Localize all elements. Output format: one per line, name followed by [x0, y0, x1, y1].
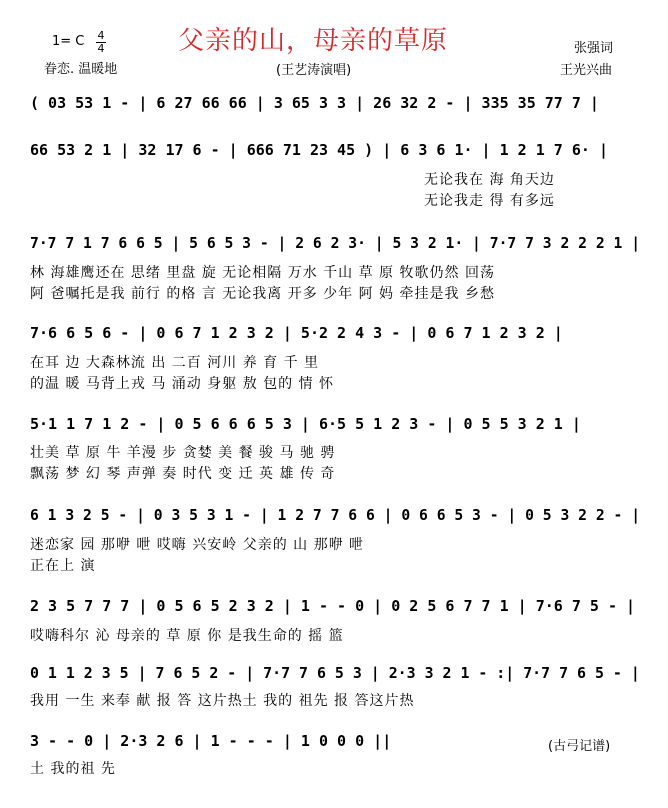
score-line-6-lyric-1: 迷恋家 园 那咿 呭 哎嗨 兴安岭 父亲的 山 那咿 呭: [30, 537, 365, 553]
score-line-4-lyric-2: 的温 暖 马背上戎 马 涌动 身躯 敖 包的 情 怀: [30, 376, 335, 392]
composer: 王光兴曲: [560, 63, 613, 78]
score-line-3-lyric-1: 林 海雄鹰还在 思绪 里盘 旋 无论相隔 万水 千山 草 原 牧歌仍然 回荡: [30, 265, 495, 281]
score-line-6-notes: 6 1 3 2 5 - | 0 3 5 3 1 - | 1 2 7 7 6 6 | 0 6 6 5 3 - | 0 5 3 2 2 - |: [30, 506, 641, 524]
transcriber-credit: (古弓记谱): [548, 739, 611, 754]
score-line-2-lyric-1: 无论我在 海 角天边: [424, 172, 555, 188]
score-line-2-notes: 66 53 2 1 | 32 17 6 - | 666 71 23 45 ) | 6 3 6 1· | 1 2 1 7 6· |: [30, 141, 608, 159]
score-line-2-lyric-2: 无论我走 得 有多远: [424, 193, 555, 209]
score-line-9-notes: 3 - - 0 | 2·3 2 6 | 1 - - - | 1 0 0 0 ||: [30, 732, 392, 750]
key-signature: [52, 34, 84, 49]
score-line-3-notes: 7·7 7 1 7 6 6 5 | 5 6 5 3 - | 2 6 2 3· | 5 3 2 1· | 7·7 7 3 2 2 2 1 |: [30, 234, 641, 252]
time-signature-bottom: 4: [97, 42, 105, 55]
score-line-1-notes: ( 03 53 1 - | 6 27 66 66 | 3 65 3 3 | 26 32 2 - | 335 35 77 7 |: [30, 94, 599, 112]
score-line-5-lyric-1: 壮美 草 原 牛 羊漫 步 贪婪 美 餐 骏 马 驰 骋: [30, 445, 336, 461]
score-line-3-lyric-2: 阿 爸嘱托是我 前行 的格 言 无论我离 开多 少年 阿 妈 牵挂是我 乡愁: [30, 286, 495, 302]
key-label: 1= C: [52, 34, 85, 49]
score-line-9-lyric-1: 土 我的祖 先: [30, 761, 116, 777]
score-line-7-lyric-1: 哎嗨科尔 沁 母亲的 草 原 你 是我生命的 摇 篮: [30, 628, 344, 644]
lyricist: 张强词: [574, 41, 614, 56]
time-signature: [96, 31, 106, 54]
score-line-8-lyric-1: 我用 一生 来奉 献 报 答 这片热土 我的 祖先 报 答这片热: [30, 693, 415, 709]
time-signature-top: 4: [97, 29, 105, 42]
score-line-4-notes: 7·6 6 5 6 - | 0 6 7 1 2 3 2 | 5·2 2 4 3 - | 0 6 7 1 2 3 2 |: [30, 324, 563, 342]
song-title: 父亲的山，母亲的草原: [178, 26, 449, 56]
score-line-8-notes: 0 1 1 2 3 5 | 7 6 5 2 - | 7·7 7 6 5 3 | 2·3 3 2 1 - :| 7·7 7 6 5 - |: [30, 664, 640, 682]
singer: (王艺涛演唱): [276, 63, 352, 78]
score-line-7-notes: 2 3 5 7 7 7 | 0 5 6 5 2 3 2 | 1 - - 0 | 0 2 5 6 7 7 1 | 7·6 7 5 - |: [30, 597, 636, 615]
score-line-4-lyric-1: 在耳 边 大森林流 出 二百 河川 养 育 千 里: [30, 355, 320, 371]
score-line-5-lyric-2: 飘荡 梦 幻 琴 声弹 奏 时代 变 迁 英 雄 传 奇: [30, 466, 336, 482]
score-line-6-lyric-2: 正在上 演: [30, 558, 96, 574]
style-note: 眷恋. 温暖地: [44, 62, 118, 77]
score-line-5-notes: 5·1 1 7 1 2 - | 0 5 6 6 6 5 3 | 6·5 5 1 2 3 - | 0 5 5 3 2 1 |: [30, 415, 581, 433]
